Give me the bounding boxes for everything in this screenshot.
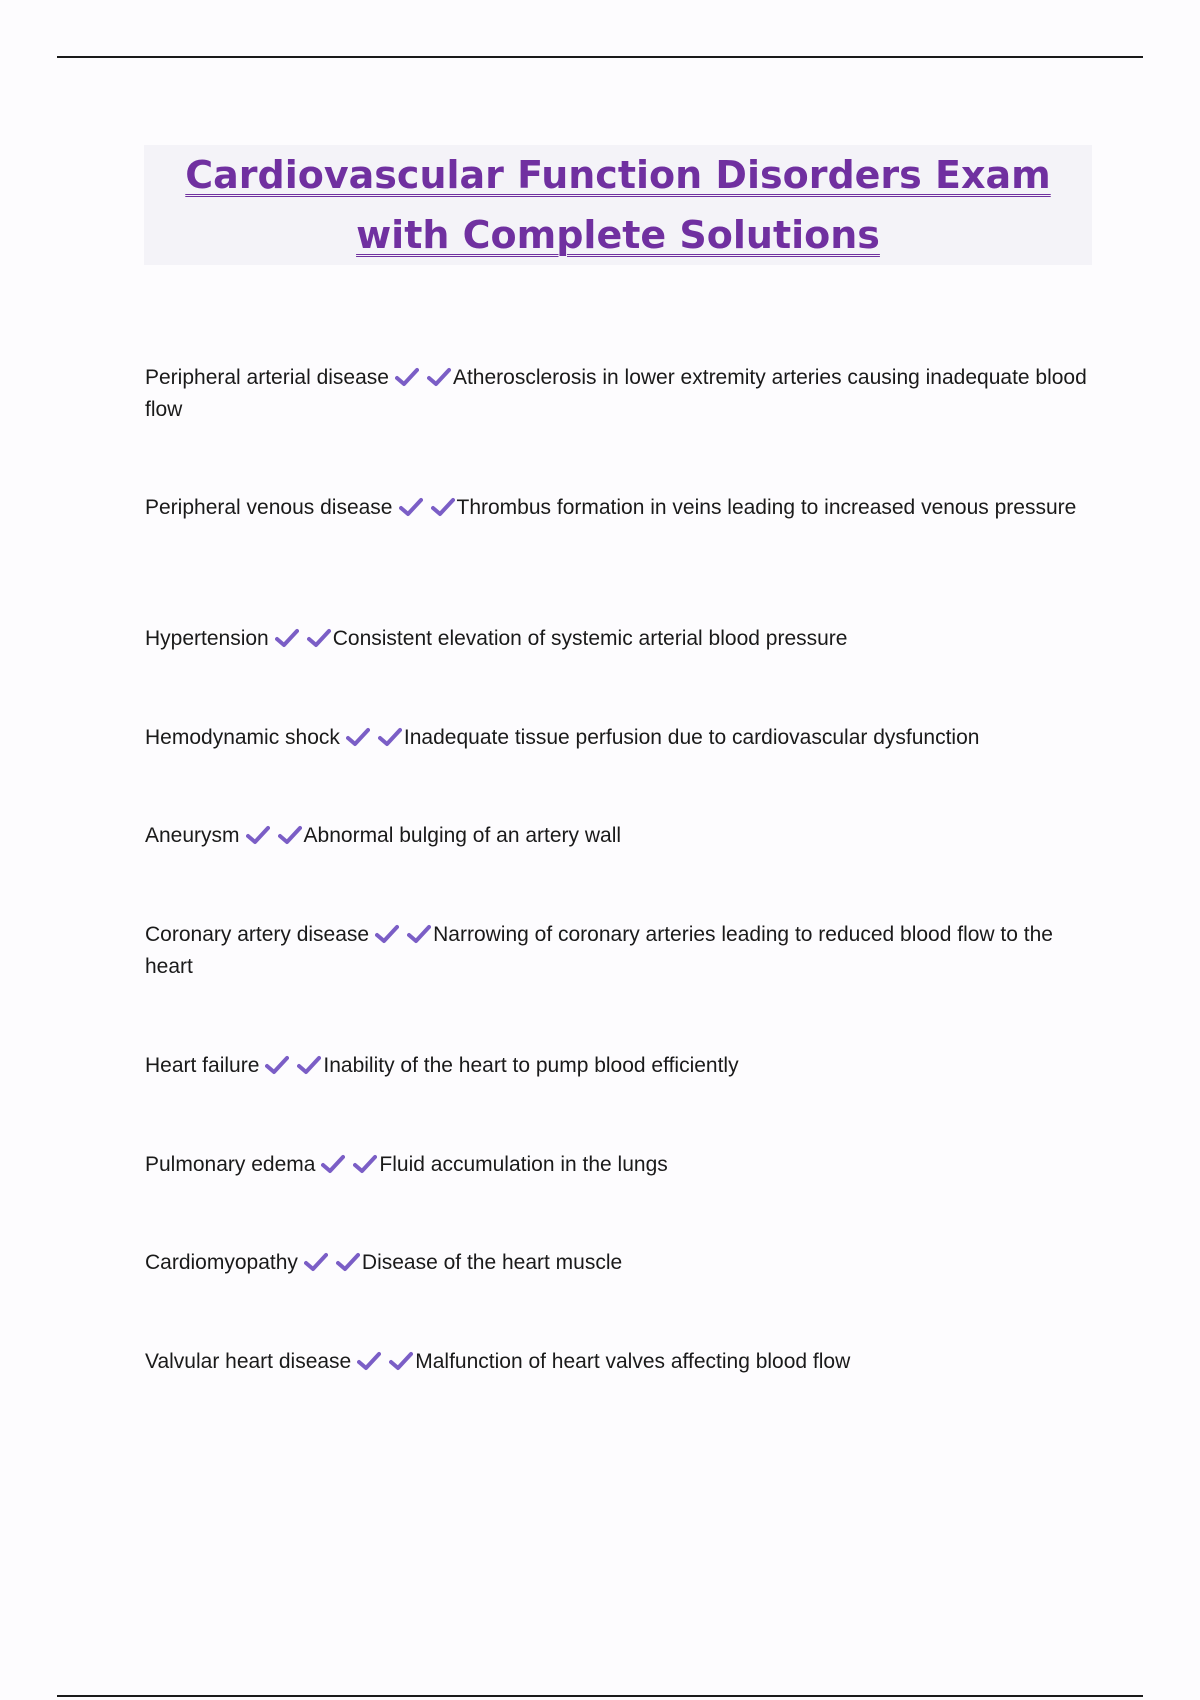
definition: Inability of the heart to pump blood efficiently xyxy=(323,1054,739,1077)
check-icon xyxy=(304,1252,328,1272)
term: Valvular heart disease xyxy=(145,1350,352,1373)
bottom-rule xyxy=(57,1695,1143,1697)
check-icon xyxy=(431,497,455,517)
list-item xyxy=(145,623,1090,655)
check-icon xyxy=(407,924,431,944)
list-item xyxy=(145,919,1090,983)
definition: Abnormal bulging of an artery wall xyxy=(303,824,622,847)
top-rule xyxy=(57,56,1143,58)
check-icon xyxy=(265,1055,289,1075)
list-item xyxy=(145,492,1090,524)
page-title: Cardiovascular Function Disorders Exam with Complete Solutions xyxy=(185,153,1051,257)
check-icon xyxy=(427,367,451,387)
check-icon xyxy=(278,825,302,845)
list-item xyxy=(145,1050,1090,1082)
list-item xyxy=(145,722,1090,754)
check-icon xyxy=(353,1154,377,1174)
term: Peripheral venous disease xyxy=(145,496,393,519)
term: Hemodynamic shock xyxy=(145,726,340,749)
definition: Malfunction of heart valves affecting blood flow xyxy=(415,1350,851,1373)
term: Pulmonary edema xyxy=(145,1153,316,1176)
check-icon xyxy=(395,367,419,387)
list-item xyxy=(145,1247,1090,1279)
check-icon xyxy=(346,727,370,747)
check-icon xyxy=(246,825,270,845)
check-icon xyxy=(321,1154,345,1174)
check-icon xyxy=(307,628,331,648)
list-item xyxy=(145,1346,1090,1378)
list-item xyxy=(145,1149,1090,1181)
check-icon xyxy=(389,1351,413,1371)
definition: Fluid accumulation in the lungs xyxy=(379,1153,668,1176)
check-icon xyxy=(297,1055,321,1075)
list-item xyxy=(145,362,1090,426)
definition: Narrowing of coronary arteries leading to reduced blood flow to the heart xyxy=(145,923,1053,978)
definition: Atherosclerosis in lower extremity arteries causing inadequate blood flow xyxy=(145,366,1087,421)
check-icon xyxy=(357,1351,381,1371)
definition: Thrombus formation in veins leading to increased venous pressure xyxy=(456,496,1077,519)
title-banner xyxy=(144,145,1092,265)
term: Heart failure xyxy=(145,1054,260,1077)
definition: Consistent elevation of systemic arterial blood pressure xyxy=(332,627,848,650)
term: Peripheral arterial disease xyxy=(145,366,389,389)
check-icon xyxy=(375,924,399,944)
check-icon xyxy=(275,628,299,648)
term: Aneurysm xyxy=(145,824,240,847)
check-icon xyxy=(378,727,402,747)
list-item xyxy=(145,820,1090,852)
check-icon xyxy=(399,497,423,517)
check-icon xyxy=(336,1252,360,1272)
term: Hypertension xyxy=(145,627,269,650)
definition: Disease of the heart muscle xyxy=(361,1251,623,1274)
definition: Inadequate tissue perfusion due to cardiovascular dysfunction xyxy=(403,726,980,749)
term: Cardiomyopathy xyxy=(145,1251,298,1274)
term: Coronary artery disease xyxy=(145,923,370,946)
